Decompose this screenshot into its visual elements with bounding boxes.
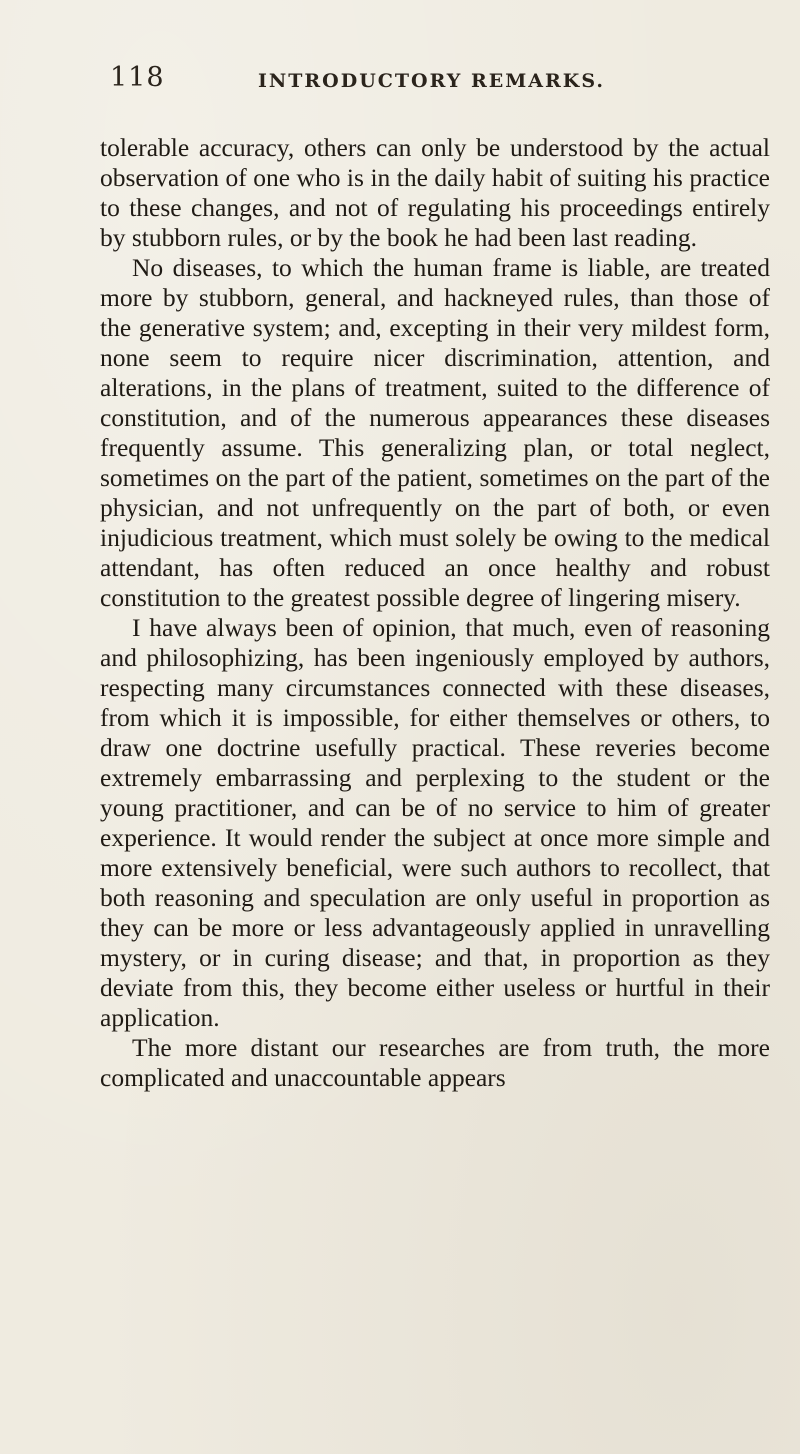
paragraph-researches-truth: The more distant our researches are from truth, the more complicated and unaccountable appears (100, 1033, 770, 1092)
page-number: 118 (110, 62, 165, 93)
body-text (100, 133, 770, 1093)
paragraph-generative-system: No diseases, to which the human frame is liable, are treated more by stubborn, general, and hackneyed rules, than those of the generative system; and, excepting in their very mildest form, none seem to require nicer discrimination, attention, and alterations, in the plans of treatment, suited to the difference of constitution, and of the numerous appearances these diseases frequently assume. This generalizing plan, or total neglect, sometimes on the part of the patient, sometimes on the part of the physician, and not unfrequently on the part of both, or even injudicious treatment, which must solely be owing to the medical attendant, has often reduced an once healthy and robust constitution to the greatest possible degree of lingering misery. (100, 253, 770, 612)
paragraph-continuation: tolerable accuracy, others can only be understood by the actual observation of one who is in the daily habit of suiting his practice to these changes, and not of regulating his proceedings entirely by stubborn rules, or by the book he had been last reading. (100, 133, 770, 252)
section-title: INTRODUCTORY REMARKS. (258, 70, 605, 92)
paragraph-reasoning-philosophizing: I have always been of opinion, that much, even of reasoning and philosophizing, has been ingeniously employed by authors, respecting many circumstances connected with these diseases, from which it is impossible, for either themselves or others, to draw one doctrine usefully practical. These reveries become extremely embarrassing and perplexing to the student or the young practitioner, and can be of no service to him of greater experience. It would render the subject at once more simple and more extensively beneficial, were such authors to recollect, that both reasoning and speculation are only useful in proportion as they can be more or less advantageously applied in unravelling mystery, or in curing disease; and that, in proportion as they deviate from this, they become either useless or hurtful in their application. (100, 613, 770, 1032)
running-head (110, 62, 710, 102)
